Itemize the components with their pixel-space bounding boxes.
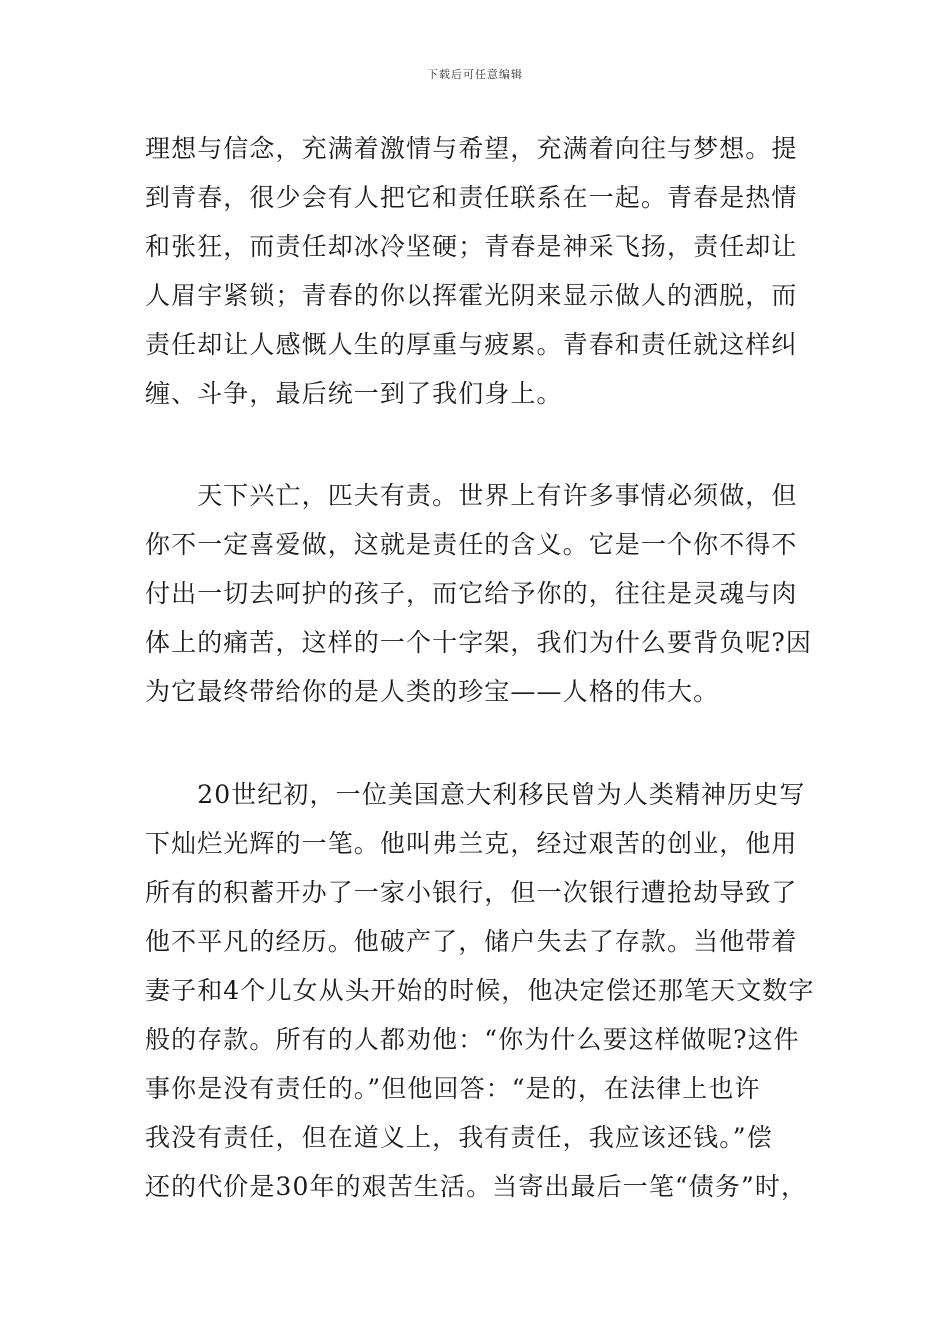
text-line: 为它最终带给你的是人类的珍宝——人格的伟大。 [145,677,720,706]
text-line: 还的代价是30年的艰苦生活。当寄出最后一笔“债务”时， [145,1172,808,1201]
text-line: 和张狂，而责任却冰冷坚硬；青春是神采飞扬，责任却让 [145,232,798,261]
text-line: 到青春，很少会有人把它和责任联系在一起。青春是热情 [145,183,798,212]
text-line: 缠、斗争，最后统一到了我们身上。 [145,379,563,408]
text-line: 体上的痛苦，这样的一个十字架，我们为什么要背负呢?因 [145,628,813,657]
text-line: 他不平凡的经历。他破产了，储户失去了存款。当他带着 [145,927,798,956]
text-line: 我没有责任，但在道义上，我有责任，我应该还钱。”偿 [145,1123,773,1152]
text-line: 你不一定喜爱做，这就是责任的含义。它是一个你不得不 [145,530,798,559]
text-line: 所有的积蓄开办了一家小银行，但一次银行遭抢劫导致了 [145,878,798,907]
page-header: 下载后可任意编辑 [427,68,523,81]
text-line: 理想与信念，充满着激情与希望，充满着向往与梦想。提 [145,134,798,163]
text-line: 人眉宇紧锁；青春的你以挥霍光阴来显示做人的洒脱，而 [145,281,798,310]
text-line: 责任却让人感慨人生的厚重与疲累。青春和责任就这样纠 [145,330,798,359]
text-line: 天下兴亡，匹夫有责。世界上有许多事情必须做，但 [145,481,798,510]
text-line: 妻子和4个儿女从头开始的时候，他决定偿还那笔天文数字 [145,976,815,1005]
text-line: 20世纪初，一位美国意大利移民曾为人类精神历史写 [145,780,806,809]
text-line: 付出一切去呵护的孩子，而它给予你的，往往是灵魂与肉 [145,579,798,608]
text-line: 下灿烂光辉的一笔。他叫弗兰克，经过艰苦的创业，他用 [145,829,798,858]
text-line: 般的存款。所有的人都劝他：“你为什么要这样做呢?这件 [145,1025,800,1054]
text-line: 事你是没有责任的。”但他回答：“是的，在法律上也许 [145,1074,761,1103]
